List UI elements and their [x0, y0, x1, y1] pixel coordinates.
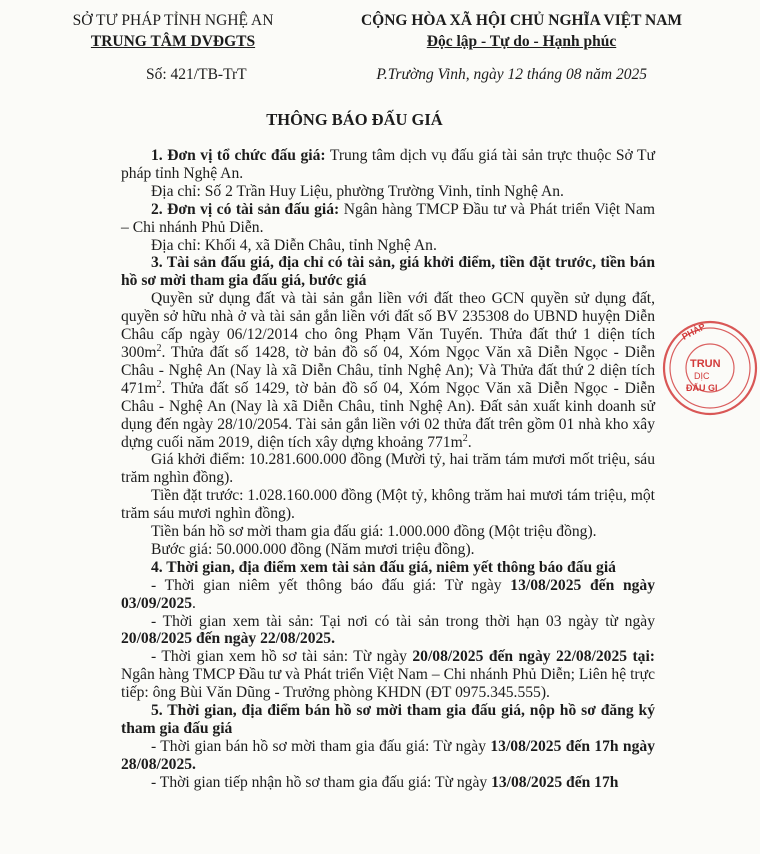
issuing-organization: [14, 10, 332, 52]
records-text: Ngân hàng TMCP Đầu tư và Phát triển Việt Nam – Chi nhánh Phủ Diễn; Liên hệ trực tiếp: ông Bùi Văn Dũng - Trưởng phòng KHDN (ĐT 0975.345.555).: [121, 666, 655, 702]
asset-text-a: Quyền sử dụng đất và tài sản gắn liền với đất theo GCN quyền sử dụng đất, quyền sở hữu nhà ở và tài sản gắn liền với đất số BV 235308 do UBND huyện Diễn Châu cấp ngày 06/12/2014 cho ông Phạm Văn Tuyến. Thửa đất thứ 1 diện tích 300m: [121, 290, 655, 361]
reference-number: Số: 421/TB-TrT: [146, 66, 247, 83]
receipt-time: [121, 774, 655, 792]
date-place: P.Trường Vinh, ngày 12 tháng 08 năm 2025: [376, 66, 647, 83]
section-1: [121, 147, 655, 183]
national-heading: [334, 10, 709, 52]
posting-label: - Thời gian niêm yết thông báo đấu giá: Từ ngày: [151, 576, 511, 594]
org-name: TRUNG TÂM DVĐGTS: [90, 33, 256, 50]
price-step: Bước giá: 50.000.000 đồng (Năm mươi triệu đồng).: [151, 540, 475, 558]
section-1-address: Địa chỉ: Số 2 Trần Huy Liệu, phường Trường Vinh, tỉnh Nghệ An.: [151, 182, 564, 200]
section-4-heading-text: 4. Thời gian, địa điểm xem tài sản đấu giá, niêm yết thông báo đấu giá: [151, 558, 616, 576]
asset-description: [121, 290, 655, 451]
posting-time: [121, 577, 655, 613]
seal-text-top: PHÁP: [680, 321, 708, 342]
deposit: Tiền đặt trước: 1.028.160.000 đồng (Một tỷ, không trăm hai mươi tám triệu, một trăm sáu mươi nghìn đồng).: [121, 487, 655, 523]
red-seal-stamp: [660, 318, 760, 418]
viewing-dates: 20/08/2025 đến ngày 22/08/2025.: [121, 630, 336, 648]
section-2-address: Địa chỉ: Khối 4, xã Diễn Châu, tỉnh Nghệ An.: [151, 236, 437, 254]
sup-2: 2: [156, 378, 162, 390]
section-5-heading: [121, 702, 655, 738]
section-2-heading: 2. Đơn vị có tài sản đấu giá:: [151, 200, 340, 218]
asset-text-d: .: [467, 433, 472, 451]
sale-label: - Thời gian bán hồ sơ mời tham gia đấu giá: Từ ngày: [151, 737, 491, 755]
sup-1: 2: [156, 342, 162, 354]
starting-price: Giá khởi điểm: 10.281.600.000 đồng (Mười tỷ, hai trăm tám mươi mốt triệu, sáu trăm nghìn đồng).: [121, 451, 655, 487]
org-parent: SỞ TƯ PHÁP TỈNH NGHỆ AN: [72, 12, 274, 29]
seal-text-mid3: ĐẤU GI: [686, 383, 718, 393]
country-name: CỘNG HÒA XÃ HỘI CHỦ NGHĨA VIỆT NAM: [360, 12, 683, 29]
viewing-label: - Thời gian xem tài sản: Tại nơi có tài sản trong thời hạn 03 ngày từ ngày: [151, 612, 655, 630]
sup-3: 2: [462, 432, 468, 444]
seal-text-mid2: DỊC: [694, 371, 710, 381]
asset-text-c: . Thửa đất số 1429, tờ bản đồ số 04, Xóm Ngọc Văn xã Diễn Ngọc - Diễn Châu - Nghệ An (Nay là xã Diễn Châu, tỉnh Nghệ An). Đất sản xuất kinh doanh sử dụng đến ngày 28/10/2054. Tài sản gắn liền với 02 thửa đất trên gồm 01 nhà kho xây dựng cuối năm 2019, diện tích xây dựng khoảng 771m: [121, 379, 655, 451]
records-dates: 20/08/2025 đến ngày 22/08/2025 tại:: [412, 648, 655, 666]
section-4-heading: [121, 559, 655, 577]
sale-dates: 13/08/2025 đến 17h ngày 28/08/2025.: [121, 737, 655, 773]
sale-time: [121, 738, 655, 774]
section-5-heading-text: 5. Thời gian, địa điểm bán hồ sơ mời tham gia đấu giá, nộp hồ sơ đăng ký tham gia đấu giá: [121, 702, 655, 737]
section-3-heading-text: 3. Tài sản đấu giá, địa chỉ có tài sản, giá khởi điểm, tiền đặt trước, tiền bán hồ sơ mời tham gia đấu giá, bước giá: [121, 254, 655, 290]
section-2-text: Ngân hàng TMCP Đầu tư và Phát triển Việt Nam – Chi nhánh Phủ Diễn.: [121, 200, 655, 236]
records-time: [121, 648, 655, 702]
document-title: THÔNG BÁO ĐẤU GIÁ: [266, 110, 443, 129]
section-2: [121, 201, 655, 237]
section-3-heading: [121, 254, 655, 290]
country-motto: Độc lập - Tự do - Hạnh phúc: [426, 33, 617, 50]
receipt-dates: 13/08/2025 đến 17h: [491, 773, 619, 791]
section-1-text: Trung tâm dịch vụ đấu giá tài sản trực thuộc Sở Tư pháp tỉnh Nghệ An.: [121, 147, 655, 182]
posting-end: .: [192, 594, 196, 612]
seal-text-mid1: TRUN: [690, 358, 721, 370]
records-label: - Thời gian xem hồ sơ tài sản: Từ ngày: [151, 648, 413, 666]
document-body: [121, 147, 655, 792]
asset-text-b: . Thửa đất số 1428, tờ bản đồ số 04, Xóm Ngọc Văn xã Diễn Ngọc - Diễn Châu - Nghệ An (Nay là xã Diễn Châu, tỉnh Nghệ An); Và Thửa đất thứ 2 diện tích 471m: [121, 343, 655, 397]
receipt-label: - Thời gian tiếp nhận hồ sơ tham gia đấu giá: Từ ngày: [151, 773, 492, 791]
viewing-time: [121, 613, 655, 649]
dossier-fee: Tiền bán hồ sơ mời tham gia đấu giá: 1.000.000 đồng (Một triệu đồng).: [151, 523, 597, 541]
posting-dates: 13/08/2025 đến ngày 03/09/2025: [121, 576, 656, 612]
seal-stamp-icon: [660, 318, 760, 418]
section-1-heading: 1. Đơn vị tổ chức đấu giá:: [151, 147, 326, 164]
